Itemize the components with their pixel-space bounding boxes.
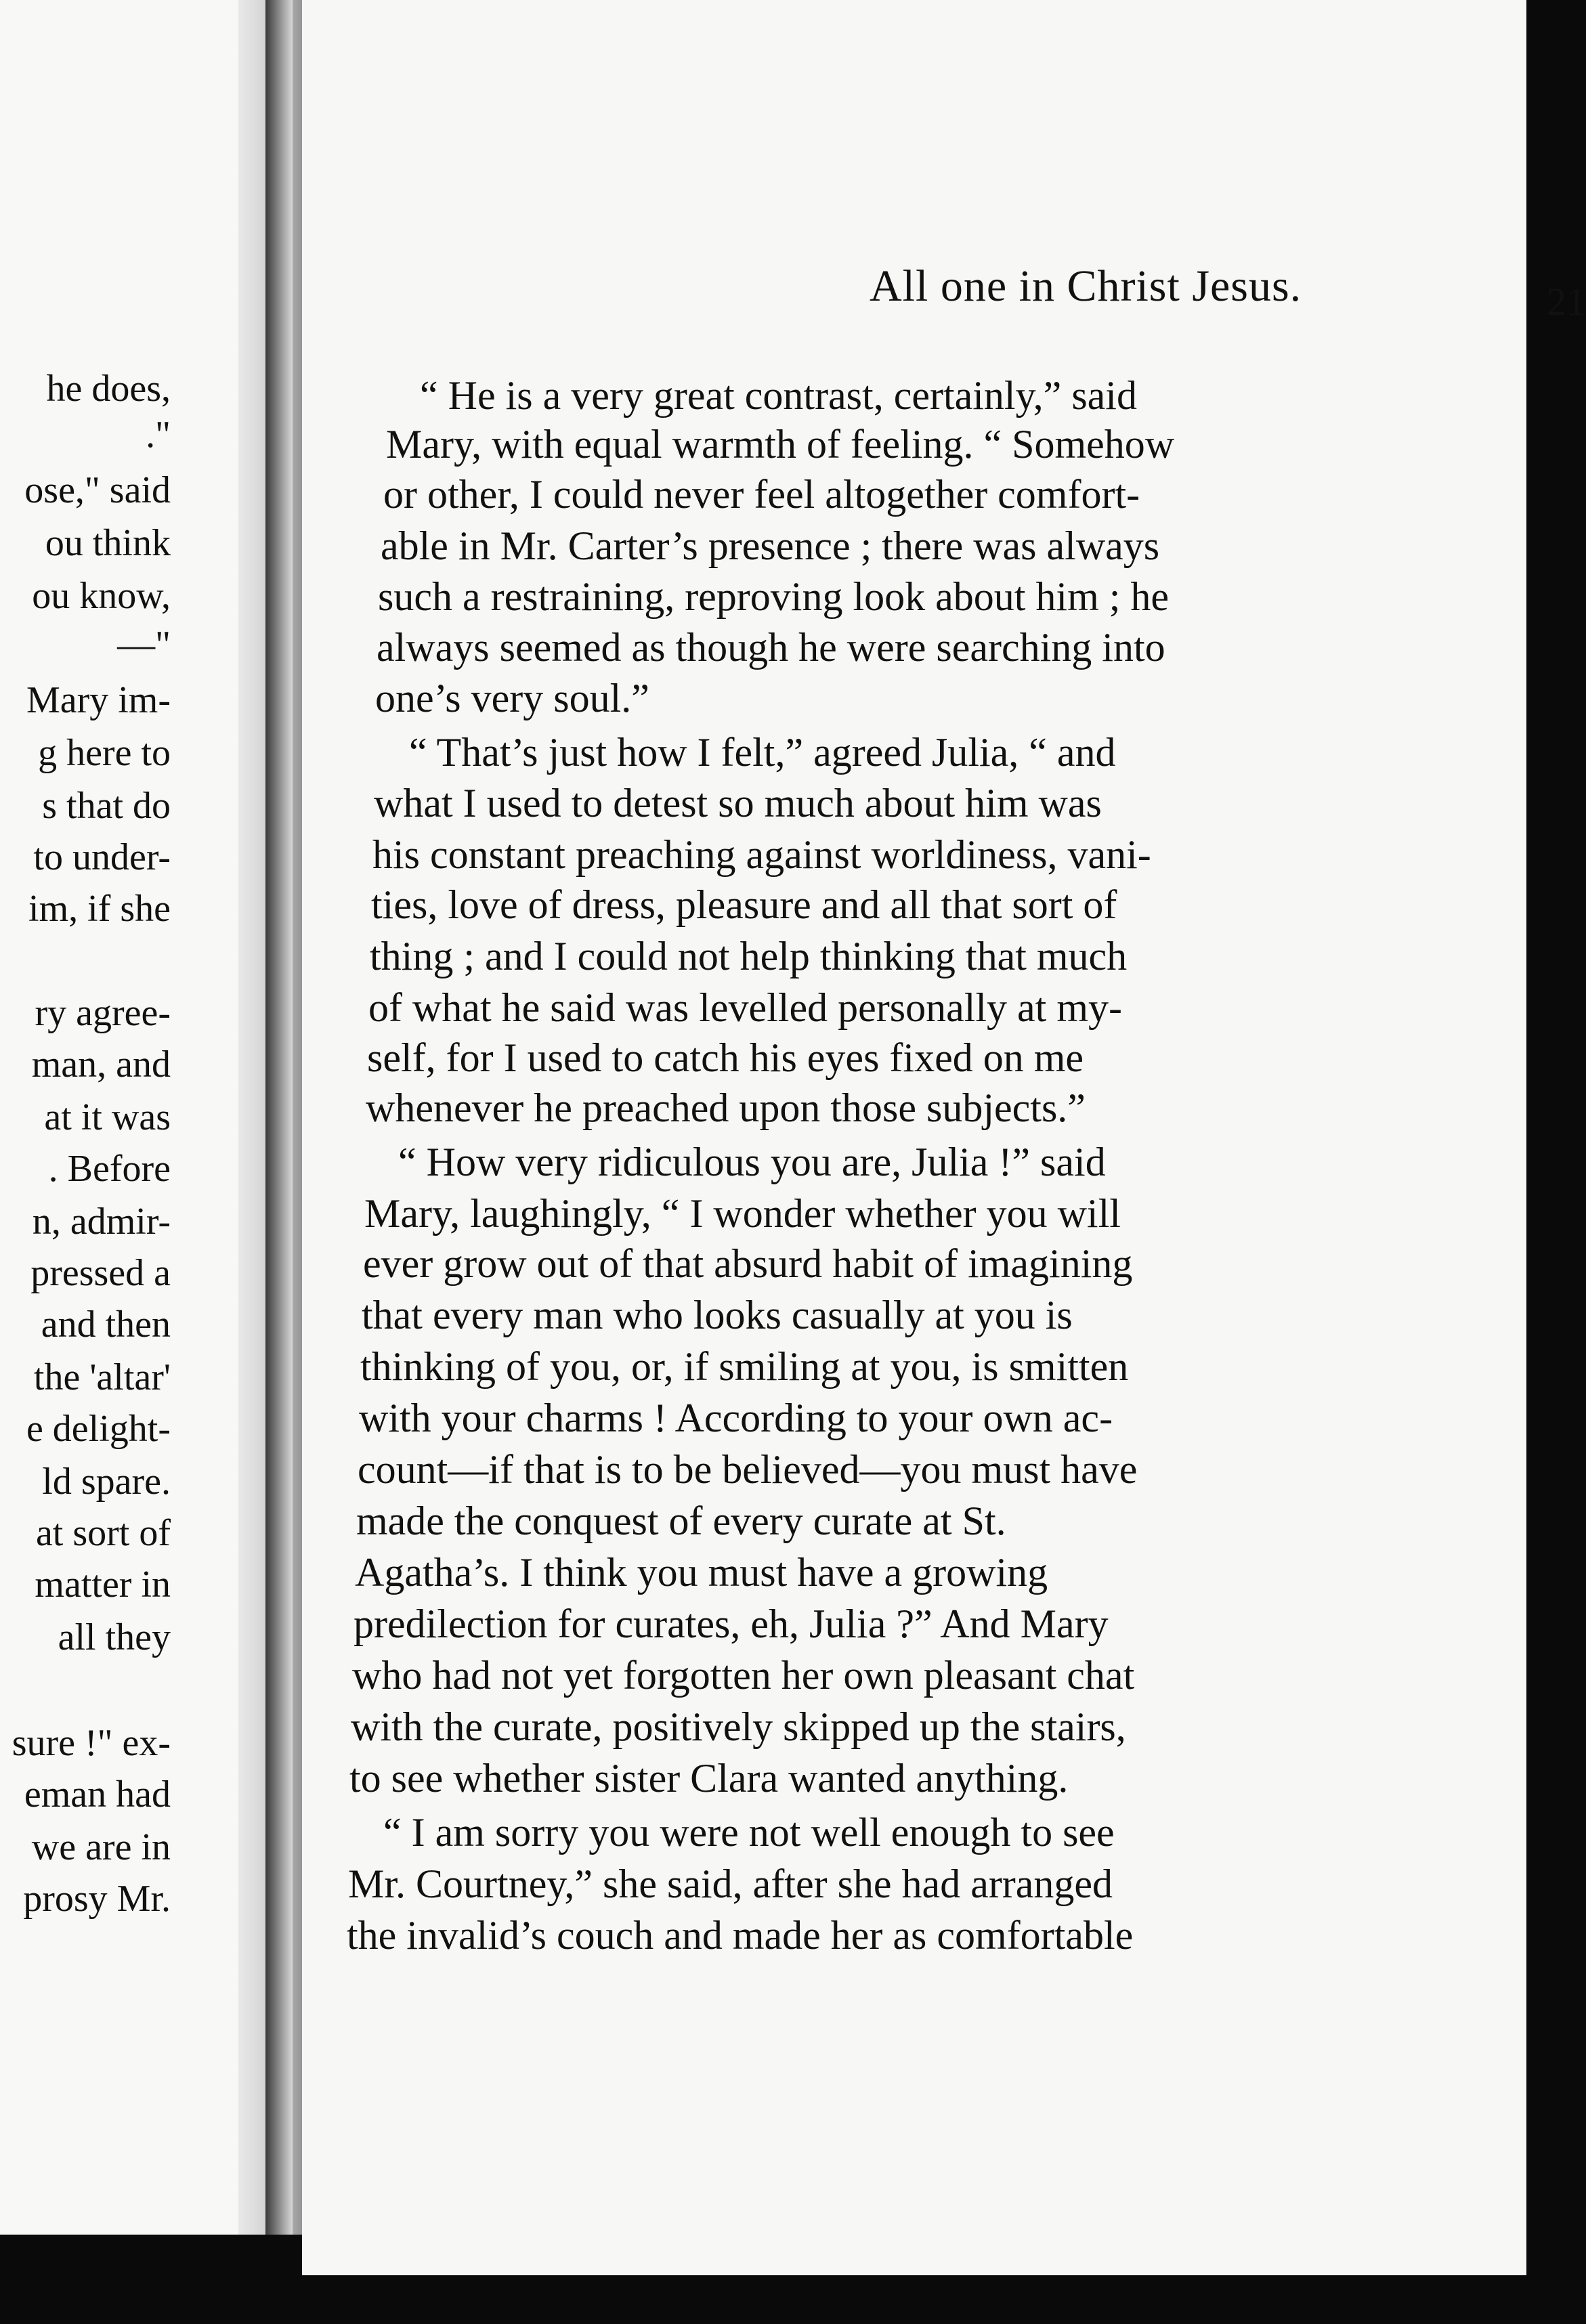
body-text-line: or other, I could never feel altogether comfort- (383, 472, 1140, 517)
body-text-line: of what he said was levelled personally at my- (368, 985, 1122, 1030)
left-text-line: and then (41, 1304, 171, 1346)
left-page (0, 0, 238, 2235)
left-text-line: s that do (42, 785, 171, 827)
body-text-line: made the conquest of every curate at St. (356, 1499, 1006, 1543)
body-text-line: Mary, with equal warmth of feeling. “ Somehow (386, 422, 1175, 467)
body-text-line: “ How very ridiculous you are, Julia !” said (398, 1140, 1106, 1184)
running-head: All one in Christ Jesus. (870, 261, 1302, 311)
left-text-line: matter in (35, 1564, 171, 1606)
left-text-line: ou know, (32, 575, 171, 617)
left-text-line: —" (117, 624, 171, 666)
body-text-line: whenever he preached upon those subjects.” (366, 1085, 1086, 1130)
body-text-line: that every man who looks casually at you is (362, 1293, 1073, 1337)
body-text-line: self, for I used to catch his eyes fixed on me (367, 1035, 1084, 1080)
left-text-line: ose," said (24, 469, 171, 511)
left-text-line: eman had (24, 1773, 171, 1815)
body-text-line: count—if that is to be believed—you must have (358, 1447, 1138, 1492)
body-text-line: “ He is a very great contrast, certainly,” said (420, 373, 1137, 418)
left-text-line: n, admir- (32, 1201, 171, 1243)
left-text-line: the 'altar' (33, 1356, 171, 1398)
body-text-line: the invalid’s couch and made her as comfortable (347, 1913, 1134, 1958)
body-text-line: his constant preaching against worldiness, vani- (372, 832, 1151, 877)
body-text-line: Mr. Courtney,” she said, after she had arranged (348, 1862, 1113, 1906)
body-text-line: “ I am sorry you were not well enough to see (383, 1810, 1115, 1855)
left-text-line: he does, (46, 368, 171, 410)
left-text-line: all they (58, 1616, 171, 1658)
body-text-line: to see whether sister Clara wanted anything. (349, 1756, 1069, 1801)
left-text-line: sure !" ex- (12, 1722, 171, 1764)
body-text-line: who had not yet forgotten her own pleasant chat (352, 1653, 1135, 1698)
left-text-line: ." (146, 414, 171, 456)
left-text-line: ry agree- (35, 992, 171, 1034)
left-text-line: ou think (45, 522, 171, 564)
body-text-line: such a restraining, reproving look about him ; he (378, 574, 1170, 619)
left-text-line: im, if she (28, 888, 171, 930)
body-text-line: what I used to detest so much about him was (374, 781, 1102, 825)
left-text-line: prosy Mr. (23, 1878, 171, 1920)
left-text-line: we are in (31, 1826, 171, 1868)
body-text-line: ties, love of dress, pleasure and all that sort of (371, 882, 1117, 927)
body-text-line: ever grow out of that absurd habit of imagining (363, 1241, 1133, 1286)
body-text-line: Agatha’s. I think you must have a growing (355, 1550, 1048, 1595)
body-text-line: predilection for curates, eh, Julia ?” And Mary (353, 1601, 1109, 1646)
body-text-line: with your charms ! According to your own ac- (359, 1396, 1113, 1440)
body-text-line: thinking of you, or, if smiling at you, is smitten (360, 1344, 1129, 1389)
left-text-line: pressed a (30, 1252, 171, 1294)
left-text-line: ld spare. (42, 1461, 171, 1503)
body-text-line: “ That’s just how I felt,” agreed Julia, “ and (409, 730, 1116, 775)
left-text-line: . Before (48, 1148, 171, 1190)
body-text-line: one’s very soul.” (375, 676, 649, 720)
body-text-line: with the curate, positively skipped up the stairs, (351, 1704, 1126, 1749)
body-text-line: Mary, laughingly, “ I wonder whether you will (364, 1191, 1121, 1236)
left-text-line: at it was (44, 1096, 171, 1138)
right-page (302, 0, 1586, 2275)
left-text-line: e delight- (26, 1408, 171, 1450)
left-text-line: g here to (38, 732, 171, 774)
book-spine-shadow (265, 0, 293, 2235)
body-text-line: always seemed as though he were searching into (377, 625, 1165, 670)
body-text-line: thing ; and I could not help thinking that much (370, 934, 1128, 978)
left-text-line: to under- (33, 836, 171, 878)
left-text-line: Mary im- (26, 679, 171, 721)
page-number: 21 (1547, 280, 1586, 324)
left-text-line: at sort of (35, 1512, 171, 1554)
body-text-line: able in Mr. Carter’s presence ; there was always (381, 523, 1160, 568)
left-text-line: man, and (31, 1043, 171, 1085)
